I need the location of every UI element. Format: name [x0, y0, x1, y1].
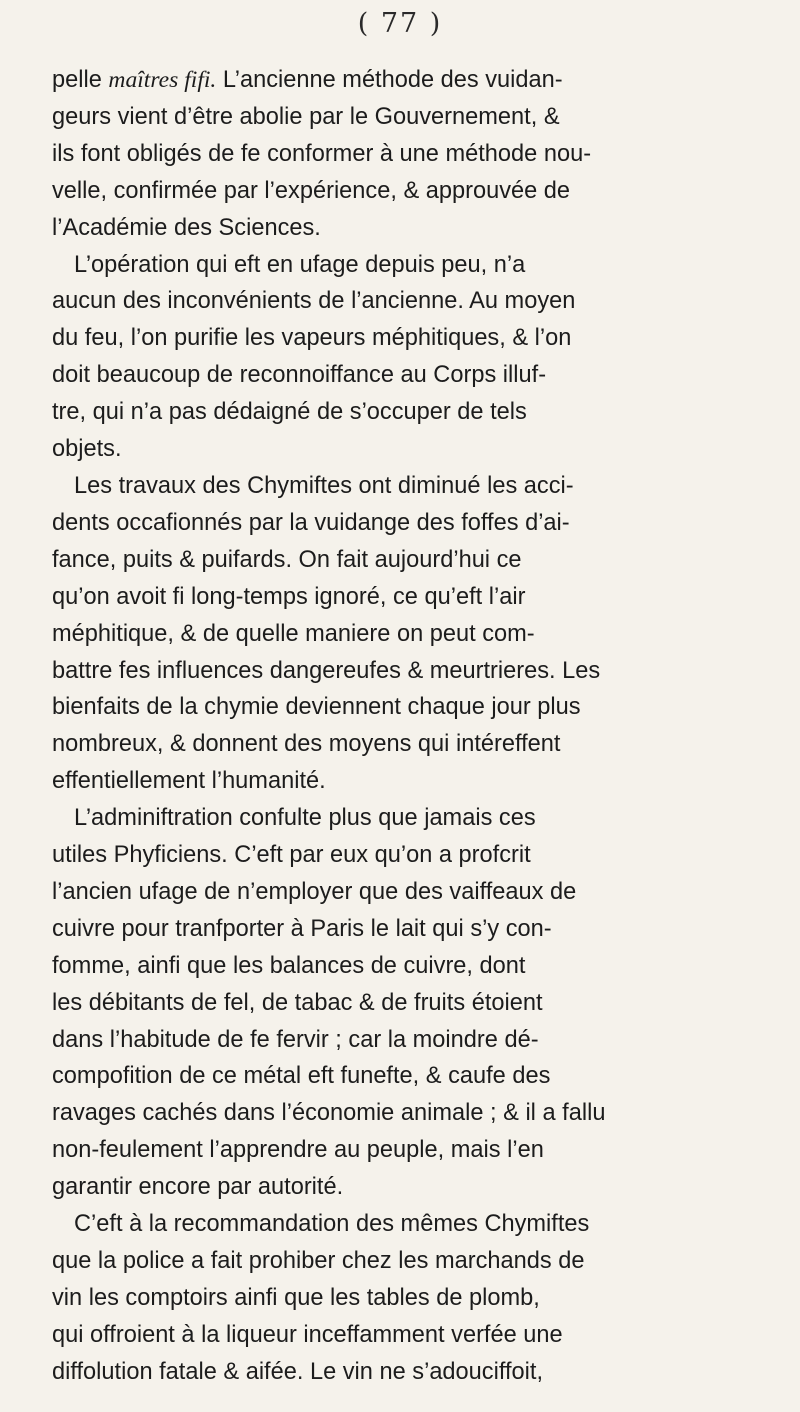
text-line	[52, 763, 778, 800]
line-text: dents occafionnés par la vuidange des foffes d’ai-	[52, 509, 570, 536]
text-line	[52, 1022, 778, 1059]
text-line	[52, 1280, 778, 1317]
text-line	[52, 911, 778, 948]
text-line	[52, 800, 778, 837]
line-text: aucun des inconvénients de l’ancienne. Au moyen	[52, 288, 576, 315]
text-line	[52, 210, 778, 247]
line-text: fomme, ainfi que les balances de cuivre, dont	[52, 952, 526, 979]
text-line	[52, 1206, 778, 1243]
text-line	[52, 394, 778, 431]
line-text: battre fes influences dangereufes & meurtrieres. Les	[52, 657, 601, 684]
line-text: cuivre pour tranfporter à Paris le lait qui s’y con-	[52, 915, 552, 942]
line-text: méphitique, & de quelle maniere on peut com-	[52, 620, 535, 647]
text-line	[52, 726, 778, 763]
line-text: objets.	[52, 436, 122, 463]
page-number: ( 77 )	[357, 8, 443, 39]
text-line	[52, 1243, 778, 1280]
line-text: Les travaux des Chymiftes ont diminué les acci-	[74, 472, 574, 499]
line-text: dans l’habitude de fe fervir ; car la moindre dé-	[52, 1026, 539, 1053]
text-line	[52, 948, 778, 985]
text-line	[52, 357, 778, 394]
text-line	[52, 320, 778, 357]
italic-phrase: maîtres fifi.	[108, 67, 217, 93]
line-text: geurs vient d’être abolie par le Gouvernement, &	[52, 103, 560, 130]
text-line	[52, 468, 778, 505]
text-line	[52, 1317, 778, 1354]
line-text: L’opération qui eft en ufage depuis peu, n’a	[74, 251, 526, 278]
text-line	[52, 653, 778, 690]
text-line	[52, 62, 778, 99]
page-body	[52, 62, 778, 1391]
text-line	[52, 173, 778, 210]
line-text: ils font obligés de fe conformer à une méthode nou-	[52, 140, 592, 167]
line-text: ravages cachés dans l’économie animale ; & il a fallu	[52, 1100, 606, 1127]
text-line	[52, 1354, 778, 1391]
line-text: non-feulement l’apprendre au peuple, mais l’en	[52, 1137, 544, 1164]
text-line	[52, 431, 778, 468]
line-text: nombreux, & donnent des moyens qui intéreffent	[52, 731, 561, 758]
text-line	[52, 542, 778, 579]
line-text: que la police a fait prohiber chez les marchands de	[52, 1248, 585, 1274]
text-line	[52, 99, 778, 136]
line-text: bienfaits de la chymie deviennent chaque jour plus	[52, 694, 581, 721]
line-text: fance, puits & puifards. On fait aujourd’hui ce	[52, 546, 522, 573]
line-text: L’adminiftration confulte plus que jamais ces	[74, 805, 536, 832]
line-text: C’eft à la recommandation des mêmes Chymiftes	[74, 1211, 590, 1238]
text-line	[52, 283, 778, 320]
line-text: velle, confirmée par l’expérience, & approuvée de	[52, 177, 571, 204]
line-text: l’ancien ufage de n’employer que des vaiffeaux de	[52, 878, 577, 905]
line-text: les débitants de fel, de tabac & de fruits étoient	[52, 989, 543, 1016]
line-text: garantir encore par autorité.	[52, 1174, 344, 1201]
text-line	[52, 689, 778, 726]
text-line	[52, 247, 778, 284]
text-line	[52, 1095, 778, 1132]
line-text: tre, qui n’a pas dédaigné de s’occuper de tels	[52, 399, 527, 426]
line-text: effentiellement l’humanité.	[52, 768, 326, 795]
line-text: du feu, l’on purifie les vapeurs méphitiques, & l’on	[52, 325, 572, 352]
text-line	[52, 1169, 778, 1206]
line-text: qui offroient à la liqueur inceffamment verfée une	[52, 1321, 563, 1348]
line-text: utiles Phyficiens. C’eft par eux qu’on a profcrit	[52, 842, 531, 869]
line-text: doit beaucoup de reconnoiffance au Corps illuf-	[52, 362, 547, 389]
line-text: qu’on avoit fi long-temps ignoré, ce qu’eft l’air	[52, 583, 526, 610]
text-line	[52, 874, 778, 911]
line-text: diffolution fatale & aifée. Le vin ne s’adouciffoit,	[52, 1358, 543, 1385]
text-line	[52, 1132, 778, 1169]
text-line	[52, 985, 778, 1022]
text-line	[52, 579, 778, 616]
line-text: l’Académie des Sciences.	[52, 214, 321, 241]
text-line	[52, 505, 778, 542]
text-line	[52, 1058, 778, 1095]
line-prefix: pelle	[52, 67, 109, 93]
line-text: vin les comptoirs ainfi que les tables de plomb,	[52, 1284, 540, 1311]
text-line	[52, 616, 778, 653]
text-line	[52, 837, 778, 874]
line-text: L’ancienne méthode des vuidan-	[216, 67, 563, 93]
text-line	[52, 136, 778, 173]
line-text: compofition de ce métal eft funefte, & caufe des	[52, 1063, 551, 1090]
